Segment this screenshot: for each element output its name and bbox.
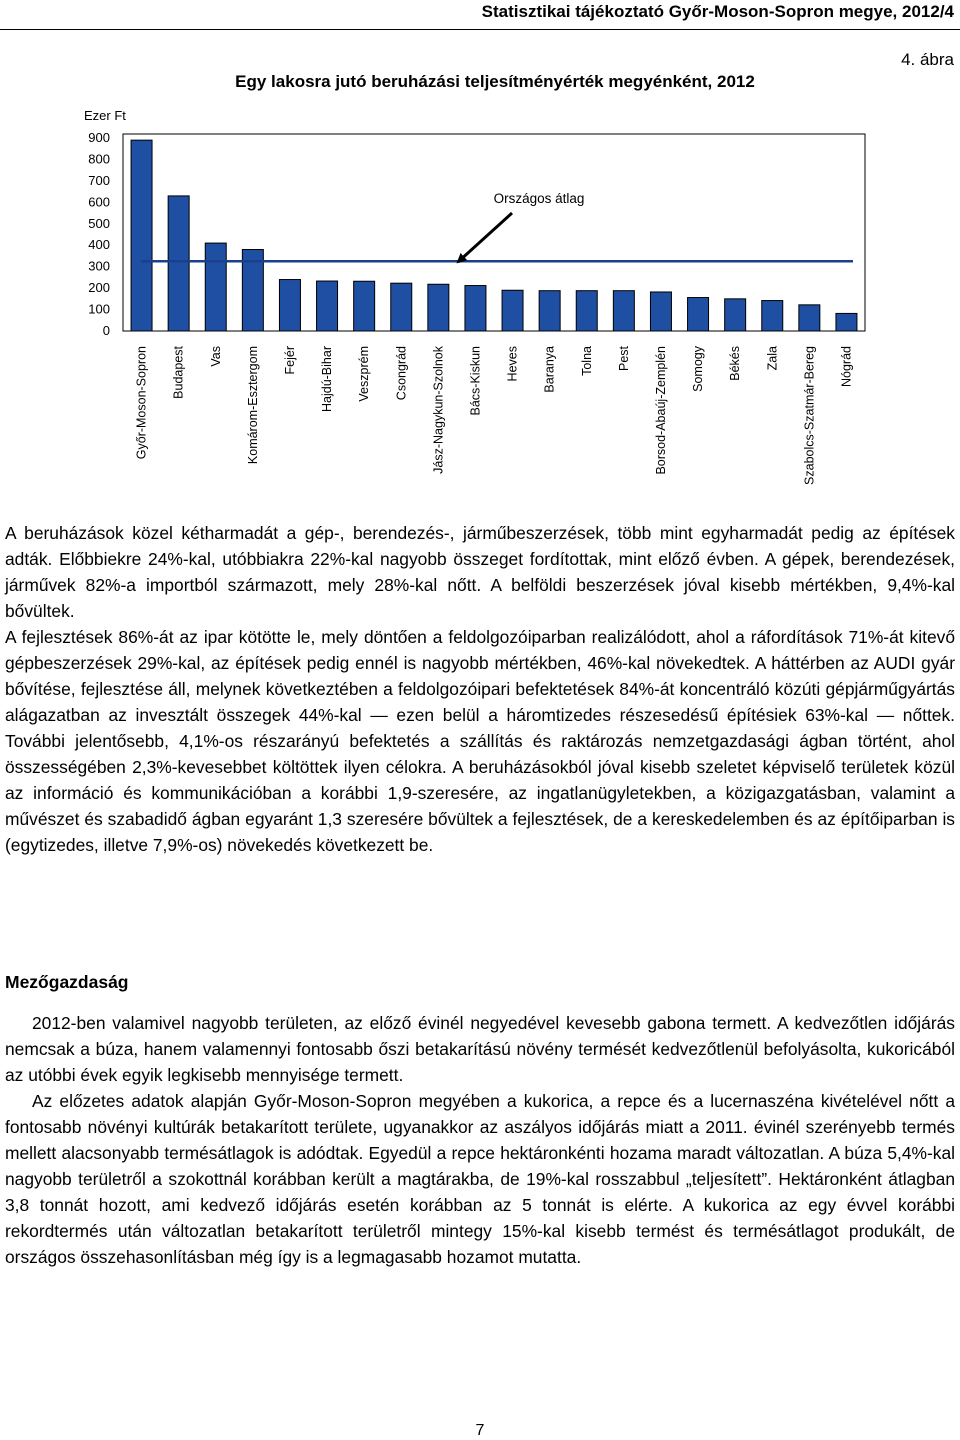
x-tick-label: Baranya xyxy=(542,346,557,393)
x-tick-label: Csongrád xyxy=(394,346,409,401)
agriculture-text xyxy=(5,1010,955,1270)
investment-text xyxy=(5,520,955,858)
bar xyxy=(317,281,338,331)
x-tick-label: Nógrád xyxy=(839,346,854,387)
x-tick-label: Pest xyxy=(616,346,631,372)
header-rule xyxy=(0,29,960,30)
y-tick-label: 500 xyxy=(88,215,110,231)
paragraph: A fejlesztések 86%-át az ipar kötötte le, mely döntően a feldolgozóiparban realizálódott, ahol a ráfordítások 71%-át kitevő gépbeszerzések 29%-kal, az építések pedig ennél is nagyobb mértékben, 46%-kal növekedtek. A háttérben az AUDI gyár bővítése, fejlesztése áll, melynek következtében a feldolgozóipari befektetések 84%-át koncentráló közúti gépjárműgyártás alágazatban az invesztált összegek 44%-kal — ezen belül a háromtizedes részesedésű építésiek 63%-kal — nőttek. További jelentősebb, 4,1%-os részarányú befektetés a szállítás és raktározás nemzetgazdasági ágban történt, ahol összességében 2,3%-kevesebbet költöttek ilyen célokra. A beruházásokból jóval kisebb szeletet képviselő területek közül az információ és kommunikációban a korábbi 1,9-szeresére, az ingatlanügyletekben, a közigazgatásban, valamint a művészet és szabadidő ágban egyaránt 1,3 szeresére bővültek a fejlesztések, de a kereskedelemben és az építőiparban is (egytizedes, illetve 7,9%-os) növekedés következett be. xyxy=(5,627,955,855)
bar xyxy=(131,140,152,331)
y-tick-label: 700 xyxy=(88,172,110,188)
x-tick-label: Jász-Nagykun-Szolnok xyxy=(431,346,446,474)
plot-frame xyxy=(123,134,865,331)
bar xyxy=(502,290,523,331)
bar xyxy=(836,313,857,331)
x-tick-label: Borsod-Abaúj-Zemplén xyxy=(653,346,668,475)
bar xyxy=(613,291,634,331)
bar xyxy=(576,291,597,331)
bar xyxy=(428,284,449,331)
x-tick-label: Fejér xyxy=(282,346,297,375)
bar xyxy=(205,243,226,331)
x-tick-label: Békés xyxy=(728,346,743,381)
y-tick-label: 200 xyxy=(88,280,110,296)
x-tick-label: Hajdú-Bihar xyxy=(320,346,335,413)
x-tick-label: Komárom-Esztergom xyxy=(245,346,260,465)
x-tick-label: Tolna xyxy=(579,346,594,376)
x-tick-label: Veszprém xyxy=(357,346,372,402)
y-tick-label: 100 xyxy=(88,301,110,317)
x-tick-label: Somogy xyxy=(691,346,706,392)
bar-chart xyxy=(0,120,960,500)
x-tick-label: Vas xyxy=(208,346,223,367)
y-tick-label: 0 xyxy=(102,323,110,338)
bar xyxy=(168,196,189,331)
figure-label: 4. ábra xyxy=(901,50,954,69)
bar xyxy=(650,292,671,331)
bar xyxy=(465,286,486,331)
bar xyxy=(354,281,375,331)
paragraph: A beruházások közel kétharmadát a gép-, berendezés-, járműbeszerzések, több mint egyharmadát pedig az építések adták. Előbbiekre 24%-kal, utóbbiakra 22%-kal nagyobb összeget fordítottak, mint előző évben. A gépek, berendezések, járművek 82%-a importból származott, mely 28%-kal nőtt. A belföldi beszerzések jóval kisebb mértékben, 9,4%-kal bővültek. xyxy=(5,523,955,621)
page-header: Statisztikai tájékoztató Győr-Moson-Sopron megye, 2012/4 xyxy=(481,2,954,21)
chart-title: Egy lakosra jutó beruházási teljesítményérték megyénként, 2012 xyxy=(235,72,755,91)
paragraph: 2012-ben valamivel nagyobb területen, az előző évinél negyedével kevesebb gabona termett. A kedvezőtlen időjárás nemcsak a búza, hanem valamennyi fontosabb őszi betakarítású növény termését kedvezőtlenül befolyásolta, kukoricából az utóbbi évek egyik legkisebb mennyisége termett. xyxy=(5,1013,955,1085)
paragraph: Az előzetes adatok alapján Győr-Moson-Sopron megyében a kukorica, a repce és a lucernaszéna kivételével nőtt a fontosabb növényi kultúrák betakarított területe, ugyanakkor az aszályos időjárás miatt a 2011. évinél szerényebb termés mellett alacsonyabb termésátlagok is adódtak. Egyedül a repce hektáronkénti hozama maradt változatlan. A búza 5,4%-kal nagyobb területről a szokottnál korábban került a magtárakba, de 19%-kal rosszabbul „teljesített”. Hektáronként átlagban 3,8 tonnát hozott, ami kedvező időjárás esetén korábban az 5 tonnát is elérte. A kukorica az egy évvel korábbi rekordtermés után változatlan betakarított területről mintegy 15%-kal kisebb termést és termésátlagot produkált, de országos összehasonlításban még így is a legmagasabb hozamot mutatta. xyxy=(5,1091,955,1267)
bar xyxy=(688,298,709,331)
average-arrow xyxy=(458,213,512,262)
section-heading: Mezőgazdaság xyxy=(5,972,129,992)
bar xyxy=(762,301,783,331)
y-tick-label: 300 xyxy=(88,258,110,274)
y-tick-label: 900 xyxy=(88,130,110,145)
y-axis-unit: Ezer Ft xyxy=(84,108,126,123)
x-tick-label: Szabolcs-Szatmár-Bereg xyxy=(802,346,817,485)
y-tick-label: 800 xyxy=(88,151,110,167)
x-tick-label: Bács-Kiskun xyxy=(468,346,483,416)
average-label: Országos átlag xyxy=(493,191,585,206)
bar xyxy=(799,305,820,331)
x-tick-label: Budapest xyxy=(171,346,186,399)
x-tick-label: Heves xyxy=(505,346,520,382)
x-tick-label: Zala xyxy=(765,346,780,371)
y-tick-label: 600 xyxy=(88,194,110,210)
y-tick-label: 400 xyxy=(88,237,110,253)
x-tick-label: Győr-Moson-Sopron xyxy=(134,346,149,460)
bar xyxy=(279,280,300,331)
bar xyxy=(539,291,560,331)
page-number: 7 xyxy=(475,1422,485,1439)
bar xyxy=(725,299,746,331)
bar xyxy=(391,283,412,331)
